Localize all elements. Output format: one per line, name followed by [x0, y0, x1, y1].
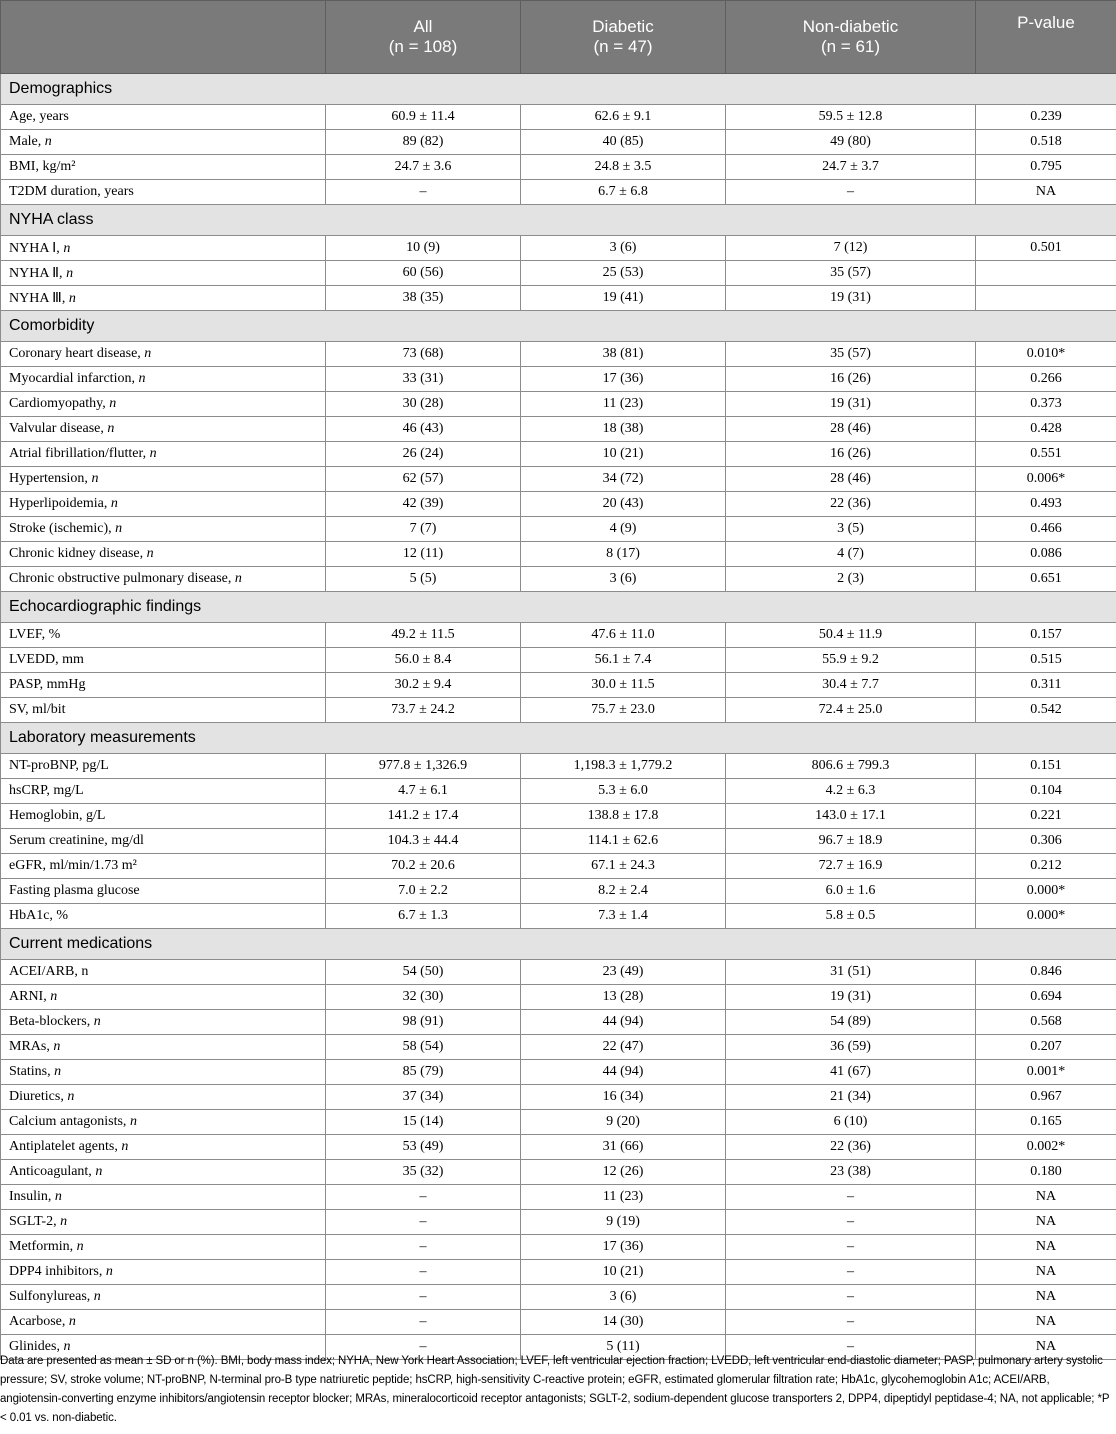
- row-label: Acarbose, n: [1, 1310, 326, 1335]
- cell-nondiabetic: 55.9 ± 9.2: [726, 648, 976, 673]
- cell-diabetic: 24.8 ± 3.5: [521, 155, 726, 180]
- cell-nondiabetic: 30.4 ± 7.7: [726, 673, 976, 698]
- table-row: [1, 623, 1116, 648]
- cell-diabetic: 56.1 ± 7.4: [521, 648, 726, 673]
- cell-nondiabetic: –: [726, 1235, 976, 1260]
- row-label: Antiplatelet agents, n: [1, 1135, 326, 1160]
- cell-all: 30 (28): [326, 392, 521, 417]
- cell-nondiabetic: 21 (34): [726, 1085, 976, 1110]
- cell-nondiabetic: 28 (46): [726, 417, 976, 442]
- cell-all: 46 (43): [326, 417, 521, 442]
- cell-all: 30.2 ± 9.4: [326, 673, 521, 698]
- cell-all: 977.8 ± 1,326.9: [326, 754, 521, 779]
- cell-nondiabetic: 4.2 ± 6.3: [726, 779, 976, 804]
- table-row: [1, 879, 1116, 904]
- cell-nondiabetic: 19 (31): [726, 392, 976, 417]
- header-diabetic-label: Diabetic: [592, 17, 654, 36]
- cell-all: 89 (82): [326, 130, 521, 155]
- cell-diabetic: 44 (94): [521, 1060, 726, 1085]
- cell-all: 56.0 ± 8.4: [326, 648, 521, 673]
- cell-diabetic: 6.7 ± 6.8: [521, 180, 726, 205]
- cell-pvalue: 0.466: [976, 517, 1116, 542]
- cell-nondiabetic: 35 (57): [726, 261, 976, 286]
- row-label: HbA1c, %: [1, 904, 326, 929]
- cell-all: 73.7 ± 24.2: [326, 698, 521, 723]
- cell-pvalue: 0.373: [976, 392, 1116, 417]
- row-label: LVEF, %: [1, 623, 326, 648]
- table-row: [1, 517, 1116, 542]
- cell-diabetic: 17 (36): [521, 1235, 726, 1260]
- cell-nondiabetic: –: [726, 1260, 976, 1285]
- table-row: [1, 1160, 1116, 1185]
- cell-nondiabetic: 6.0 ± 1.6: [726, 879, 976, 904]
- cell-pvalue: 0.651: [976, 567, 1116, 592]
- cell-diabetic: 62.6 ± 9.1: [521, 105, 726, 130]
- table-row: [1, 442, 1116, 467]
- cell-all: 15 (14): [326, 1110, 521, 1135]
- header-all-n: (n = 108): [388, 37, 458, 56]
- cell-pvalue: 0.104: [976, 779, 1116, 804]
- table-row: [1, 105, 1116, 130]
- table-row: [1, 155, 1116, 180]
- table-row: [1, 180, 1116, 205]
- table-row: [1, 392, 1116, 417]
- cell-all: 60.9 ± 11.4: [326, 105, 521, 130]
- cell-all: 26 (24): [326, 442, 521, 467]
- cell-pvalue: 0.157: [976, 623, 1116, 648]
- cell-nondiabetic: –: [726, 1185, 976, 1210]
- cell-nondiabetic: 16 (26): [726, 367, 976, 392]
- row-label: Statins, n: [1, 1060, 326, 1085]
- table-row: [1, 1210, 1116, 1235]
- cell-pvalue: NA: [976, 1260, 1116, 1285]
- section-title: Echocardiographic findings: [1, 592, 1116, 623]
- cell-nondiabetic: 22 (36): [726, 492, 976, 517]
- cell-pvalue: 0.266: [976, 367, 1116, 392]
- cell-nondiabetic: 2 (3): [726, 567, 976, 592]
- cell-nondiabetic: 54 (89): [726, 1010, 976, 1035]
- cell-diabetic: 14 (30): [521, 1310, 726, 1335]
- row-label: Atrial fibrillation/flutter, n: [1, 442, 326, 467]
- row-label: T2DM duration, years: [1, 180, 326, 205]
- row-label: NYHA Ⅲ, n: [1, 286, 326, 311]
- cell-diabetic: 10 (21): [521, 442, 726, 467]
- row-label: NYHA Ⅱ, n: [1, 261, 326, 286]
- cell-pvalue: 0.165: [976, 1110, 1116, 1135]
- row-label: Anticoagulant, n: [1, 1160, 326, 1185]
- cell-pvalue: 0.795: [976, 155, 1116, 180]
- cell-diabetic: 12 (26): [521, 1160, 726, 1185]
- cell-all: 7 (7): [326, 517, 521, 542]
- row-label: Beta-blockers, n: [1, 1010, 326, 1035]
- table-row: [1, 1085, 1116, 1110]
- cell-nondiabetic: 24.7 ± 3.7: [726, 155, 976, 180]
- row-label: Stroke (ischemic), n: [1, 517, 326, 542]
- cell-pvalue: NA: [976, 1285, 1116, 1310]
- cell-nondiabetic: 41 (67): [726, 1060, 976, 1085]
- cell-all: 60 (56): [326, 261, 521, 286]
- cell-diabetic: 13 (28): [521, 985, 726, 1010]
- cell-nondiabetic: –: [726, 1335, 976, 1360]
- row-label: Myocardial infarction, n: [1, 367, 326, 392]
- header-nondiabetic: [726, 1, 976, 74]
- cell-diabetic: 3 (6): [521, 567, 726, 592]
- cell-pvalue: NA: [976, 1185, 1116, 1210]
- section-title: Demographics: [1, 74, 1116, 105]
- cell-all: –: [326, 1235, 521, 1260]
- row-label: SV, ml/bit: [1, 698, 326, 723]
- cell-all: –: [326, 1260, 521, 1285]
- row-label: Hypertension, n: [1, 467, 326, 492]
- cell-nondiabetic: 36 (59): [726, 1035, 976, 1060]
- cell-pvalue: 0.501: [976, 236, 1116, 261]
- cell-all: 38 (35): [326, 286, 521, 311]
- cell-pvalue: 0.002*: [976, 1135, 1116, 1160]
- row-label: Metformin, n: [1, 1235, 326, 1260]
- cell-all: 98 (91): [326, 1010, 521, 1035]
- cell-nondiabetic: 49 (80): [726, 130, 976, 155]
- cell-diabetic: 8.2 ± 2.4: [521, 879, 726, 904]
- cell-diabetic: 5.3 ± 6.0: [521, 779, 726, 804]
- cell-diabetic: 47.6 ± 11.0: [521, 623, 726, 648]
- cell-diabetic: 19 (41): [521, 286, 726, 311]
- cell-diabetic: 16 (34): [521, 1085, 726, 1110]
- cell-all: 5 (5): [326, 567, 521, 592]
- cell-pvalue: 0.542: [976, 698, 1116, 723]
- cell-all: 4.7 ± 6.1: [326, 779, 521, 804]
- row-label: MRAs, n: [1, 1035, 326, 1060]
- cell-diabetic: 23 (49): [521, 960, 726, 985]
- table-row: [1, 854, 1116, 879]
- cell-nondiabetic: 59.5 ± 12.8: [726, 105, 976, 130]
- table-row: [1, 904, 1116, 929]
- row-label: Hemoglobin, g/L: [1, 804, 326, 829]
- cell-all: 42 (39): [326, 492, 521, 517]
- cell-all: 62 (57): [326, 467, 521, 492]
- cell-diabetic: 10 (21): [521, 1260, 726, 1285]
- cell-diabetic: 11 (23): [521, 1185, 726, 1210]
- header-pvalue: P-value: [976, 1, 1116, 74]
- cell-all: 70.2 ± 20.6: [326, 854, 521, 879]
- cell-pvalue: 0.006*: [976, 467, 1116, 492]
- table-row: [1, 417, 1116, 442]
- cell-nondiabetic: 23 (38): [726, 1160, 976, 1185]
- cell-pvalue: NA: [976, 180, 1116, 205]
- cell-all: –: [326, 1285, 521, 1310]
- cell-diabetic: 9 (20): [521, 1110, 726, 1135]
- table-row: [1, 1135, 1116, 1160]
- cell-diabetic: 11 (23): [521, 392, 726, 417]
- row-label: hsCRP, mg/L: [1, 779, 326, 804]
- cell-nondiabetic: 7 (12): [726, 236, 976, 261]
- cell-nondiabetic: 19 (31): [726, 286, 976, 311]
- section-header-row: [1, 723, 1116, 754]
- cell-pvalue: 0.694: [976, 985, 1116, 1010]
- cell-all: 35 (32): [326, 1160, 521, 1185]
- section-title: NYHA class: [1, 205, 1116, 236]
- row-label: Chronic obstructive pulmonary disease, n: [1, 567, 326, 592]
- header-diabetic-n: (n = 47): [593, 37, 653, 56]
- section-header-row: [1, 311, 1116, 342]
- cell-diabetic: 3 (6): [521, 1285, 726, 1310]
- table-footnote: Data are presented as mean ± SD or n (%). BMI, body mass index; NYHA, New York Heart Association; LVEF, left ventricular ejection fraction; LVEDD, left ventricular end-diastolic diameter; PASP, pulmonary artery systolic pressure; SV, stroke volume; NT-proBNP, N-terminal pro-B type natriuretic peptide; hsCRP, high-sensitivity C-reactive protein; eGFR, estimated glomerular filtration rate; HbA1c, glycohemoglobin A1c; ACEI/ARB, angiotensin-converting enzyme inhibitors/angiotensin receptor blocker; MRAs, mineralocorticoid receptor antagonists; SGLT-2, sodium-dependent glucose transporters 2, DPP4, dipeptidyl peptidase-4; NA, not applicable; *P < 0.01 vs. non-diabetic.: [0, 1355, 1110, 1424]
- row-label: ARNI, n: [1, 985, 326, 1010]
- header-blank: [1, 1, 326, 74]
- row-label: Male, n: [1, 130, 326, 155]
- header-nondiabetic-n: (n = 61): [820, 37, 881, 56]
- row-label: DPP4 inhibitors, n: [1, 1260, 326, 1285]
- cell-nondiabetic: –: [726, 1310, 976, 1335]
- cell-nondiabetic: 31 (51): [726, 960, 976, 985]
- table-row: [1, 1310, 1116, 1335]
- row-label: Cardiomyopathy, n: [1, 392, 326, 417]
- cell-diabetic: 67.1 ± 24.3: [521, 854, 726, 879]
- row-label: PASP, mmHg: [1, 673, 326, 698]
- table-row: [1, 130, 1116, 155]
- row-label: Hyperlipoidemia, n: [1, 492, 326, 517]
- cell-all: 54 (50): [326, 960, 521, 985]
- cell-pvalue: 0.518: [976, 130, 1116, 155]
- section-title: Current medications: [1, 929, 1116, 960]
- header-diabetic: [521, 1, 726, 74]
- cell-diabetic: 38 (81): [521, 342, 726, 367]
- cell-nondiabetic: 50.4 ± 11.9: [726, 623, 976, 648]
- row-label: Age, years: [1, 105, 326, 130]
- cell-diabetic: 75.7 ± 23.0: [521, 698, 726, 723]
- cell-nondiabetic: 72.7 ± 16.9: [726, 854, 976, 879]
- cell-nondiabetic: 22 (36): [726, 1135, 976, 1160]
- cell-diabetic: 20 (43): [521, 492, 726, 517]
- table-row: [1, 673, 1116, 698]
- cell-pvalue: NA: [976, 1335, 1116, 1360]
- row-label: NT-proBNP, pg/L: [1, 754, 326, 779]
- row-label: eGFR, ml/min/1.73 m²: [1, 854, 326, 879]
- table-row: [1, 342, 1116, 367]
- cell-pvalue: 0.010*: [976, 342, 1116, 367]
- table-row: [1, 804, 1116, 829]
- cell-diabetic: 31 (66): [521, 1135, 726, 1160]
- cell-all: –: [326, 1310, 521, 1335]
- row-label: Diuretics, n: [1, 1085, 326, 1110]
- section-header-row: [1, 592, 1116, 623]
- table-row: [1, 1260, 1116, 1285]
- table-row: [1, 985, 1116, 1010]
- section-header-row: [1, 74, 1116, 105]
- cell-nondiabetic: 5.8 ± 0.5: [726, 904, 976, 929]
- table-row: [1, 1060, 1116, 1085]
- cell-diabetic: 8 (17): [521, 542, 726, 567]
- cell-nondiabetic: –: [726, 1285, 976, 1310]
- cell-pvalue: 0.551: [976, 442, 1116, 467]
- cell-diabetic: 138.8 ± 17.8: [521, 804, 726, 829]
- row-label: Sulfonylureas, n: [1, 1285, 326, 1310]
- cell-all: 85 (79): [326, 1060, 521, 1085]
- cell-pvalue: 0.239: [976, 105, 1116, 130]
- cell-all: –: [326, 1185, 521, 1210]
- table-row: [1, 261, 1116, 286]
- section-title: Laboratory measurements: [1, 723, 1116, 754]
- row-label: Valvular disease, n: [1, 417, 326, 442]
- cell-nondiabetic: –: [726, 180, 976, 205]
- cell-all: –: [326, 1335, 521, 1360]
- cell-diabetic: 4 (9): [521, 517, 726, 542]
- cell-all: 58 (54): [326, 1035, 521, 1060]
- cell-all: 24.7 ± 3.6: [326, 155, 521, 180]
- cell-all: 12 (11): [326, 542, 521, 567]
- table-row: [1, 1185, 1116, 1210]
- cell-diabetic: 25 (53): [521, 261, 726, 286]
- row-label: Calcium antagonists, n: [1, 1110, 326, 1135]
- cell-diabetic: 30.0 ± 11.5: [521, 673, 726, 698]
- header-all-label: All: [413, 17, 433, 36]
- cell-nondiabetic: 3 (5): [726, 517, 976, 542]
- cell-pvalue: 0.000*: [976, 879, 1116, 904]
- cell-pvalue: 0.000*: [976, 904, 1116, 929]
- cell-nondiabetic: 72.4 ± 25.0: [726, 698, 976, 723]
- cell-nondiabetic: 19 (31): [726, 985, 976, 1010]
- cell-all: 37 (34): [326, 1085, 521, 1110]
- header-row: [1, 1, 1116, 74]
- row-label: Insulin, n: [1, 1185, 326, 1210]
- table-row: [1, 1035, 1116, 1060]
- row-label: LVEDD, mm: [1, 648, 326, 673]
- cell-pvalue: NA: [976, 1235, 1116, 1260]
- table-row: [1, 492, 1116, 517]
- table-row: [1, 1110, 1116, 1135]
- cell-pvalue: 0.967: [976, 1085, 1116, 1110]
- row-label: Chronic kidney disease, n: [1, 542, 326, 567]
- cell-nondiabetic: 143.0 ± 17.1: [726, 804, 976, 829]
- cell-pvalue: 0.212: [976, 854, 1116, 879]
- table-row: [1, 960, 1116, 985]
- cell-all: 73 (68): [326, 342, 521, 367]
- table-row: [1, 1285, 1116, 1310]
- cell-diabetic: 22 (47): [521, 1035, 726, 1060]
- cell-pvalue: 0.001*: [976, 1060, 1116, 1085]
- cell-nondiabetic: 35 (57): [726, 342, 976, 367]
- row-label: Fasting plasma glucose: [1, 879, 326, 904]
- table-row: [1, 698, 1116, 723]
- cell-pvalue: 0.493: [976, 492, 1116, 517]
- cell-pvalue: 0.428: [976, 417, 1116, 442]
- cell-diabetic: 7.3 ± 1.4: [521, 904, 726, 929]
- cell-pvalue: NA: [976, 1310, 1116, 1335]
- header-nondiabetic-label: Non-diabetic: [802, 17, 899, 36]
- cell-all: –: [326, 180, 521, 205]
- cell-pvalue: [976, 261, 1116, 286]
- row-label: ACEI/ARB, n: [1, 960, 326, 985]
- cell-pvalue: 0.151: [976, 754, 1116, 779]
- row-label: NYHA Ⅰ, n: [1, 236, 326, 261]
- row-label: Coronary heart disease, n: [1, 342, 326, 367]
- cell-diabetic: 44 (94): [521, 1010, 726, 1035]
- cell-all: 10 (9): [326, 236, 521, 261]
- cell-diabetic: 40 (85): [521, 130, 726, 155]
- table-row: [1, 1235, 1116, 1260]
- cell-pvalue: 0.306: [976, 829, 1116, 854]
- cell-pvalue: 0.568: [976, 1010, 1116, 1035]
- row-label: Glinides, n: [1, 1335, 326, 1360]
- cell-nondiabetic: –: [726, 1210, 976, 1235]
- cell-pvalue: [976, 286, 1116, 311]
- cell-all: 6.7 ± 1.3: [326, 904, 521, 929]
- cell-all: 104.3 ± 44.4: [326, 829, 521, 854]
- cell-diabetic: 1,198.3 ± 1,779.2: [521, 754, 726, 779]
- row-label: BMI, kg/m²: [1, 155, 326, 180]
- section-title: Comorbidity: [1, 311, 1116, 342]
- cell-nondiabetic: 806.6 ± 799.3: [726, 754, 976, 779]
- section-header-row: [1, 929, 1116, 960]
- table-row: [1, 567, 1116, 592]
- cell-diabetic: 3 (6): [521, 236, 726, 261]
- cell-all: 33 (31): [326, 367, 521, 392]
- cell-diabetic: 114.1 ± 62.6: [521, 829, 726, 854]
- cell-diabetic: 34 (72): [521, 467, 726, 492]
- cell-pvalue: 0.086: [976, 542, 1116, 567]
- cell-all: 49.2 ± 11.5: [326, 623, 521, 648]
- cell-nondiabetic: 6 (10): [726, 1110, 976, 1135]
- cell-nondiabetic: 16 (26): [726, 442, 976, 467]
- cell-nondiabetic: 28 (46): [726, 467, 976, 492]
- table-row: [1, 754, 1116, 779]
- cell-pvalue: 0.515: [976, 648, 1116, 673]
- cell-diabetic: 18 (38): [521, 417, 726, 442]
- cell-nondiabetic: 96.7 ± 18.9: [726, 829, 976, 854]
- cell-diabetic: 9 (19): [521, 1210, 726, 1235]
- table-row: [1, 829, 1116, 854]
- table-row: [1, 779, 1116, 804]
- cell-diabetic: 17 (36): [521, 367, 726, 392]
- cell-all: 7.0 ± 2.2: [326, 879, 521, 904]
- cell-pvalue: 0.221: [976, 804, 1116, 829]
- table-body: [1, 74, 1116, 1360]
- cell-pvalue: 0.180: [976, 1160, 1116, 1185]
- table-row: [1, 542, 1116, 567]
- row-label: Serum creatinine, mg/dl: [1, 829, 326, 854]
- table-row: [1, 236, 1116, 261]
- cell-pvalue: NA: [976, 1210, 1116, 1235]
- cell-all: 53 (49): [326, 1135, 521, 1160]
- cell-all: –: [326, 1210, 521, 1235]
- header-all: [326, 1, 521, 74]
- section-header-row: [1, 205, 1116, 236]
- cell-nondiabetic: 4 (7): [726, 542, 976, 567]
- table-row: [1, 367, 1116, 392]
- table-row: [1, 648, 1116, 673]
- table-row: [1, 467, 1116, 492]
- cell-pvalue: 0.207: [976, 1035, 1116, 1060]
- cell-all: 32 (30): [326, 985, 521, 1010]
- table-row: [1, 1010, 1116, 1035]
- cell-all: 141.2 ± 17.4: [326, 804, 521, 829]
- cell-pvalue: 0.846: [976, 960, 1116, 985]
- cell-pvalue: 0.311: [976, 673, 1116, 698]
- cell-diabetic: 5 (11): [521, 1335, 726, 1360]
- table-row: [1, 286, 1116, 311]
- row-label: SGLT-2, n: [1, 1210, 326, 1235]
